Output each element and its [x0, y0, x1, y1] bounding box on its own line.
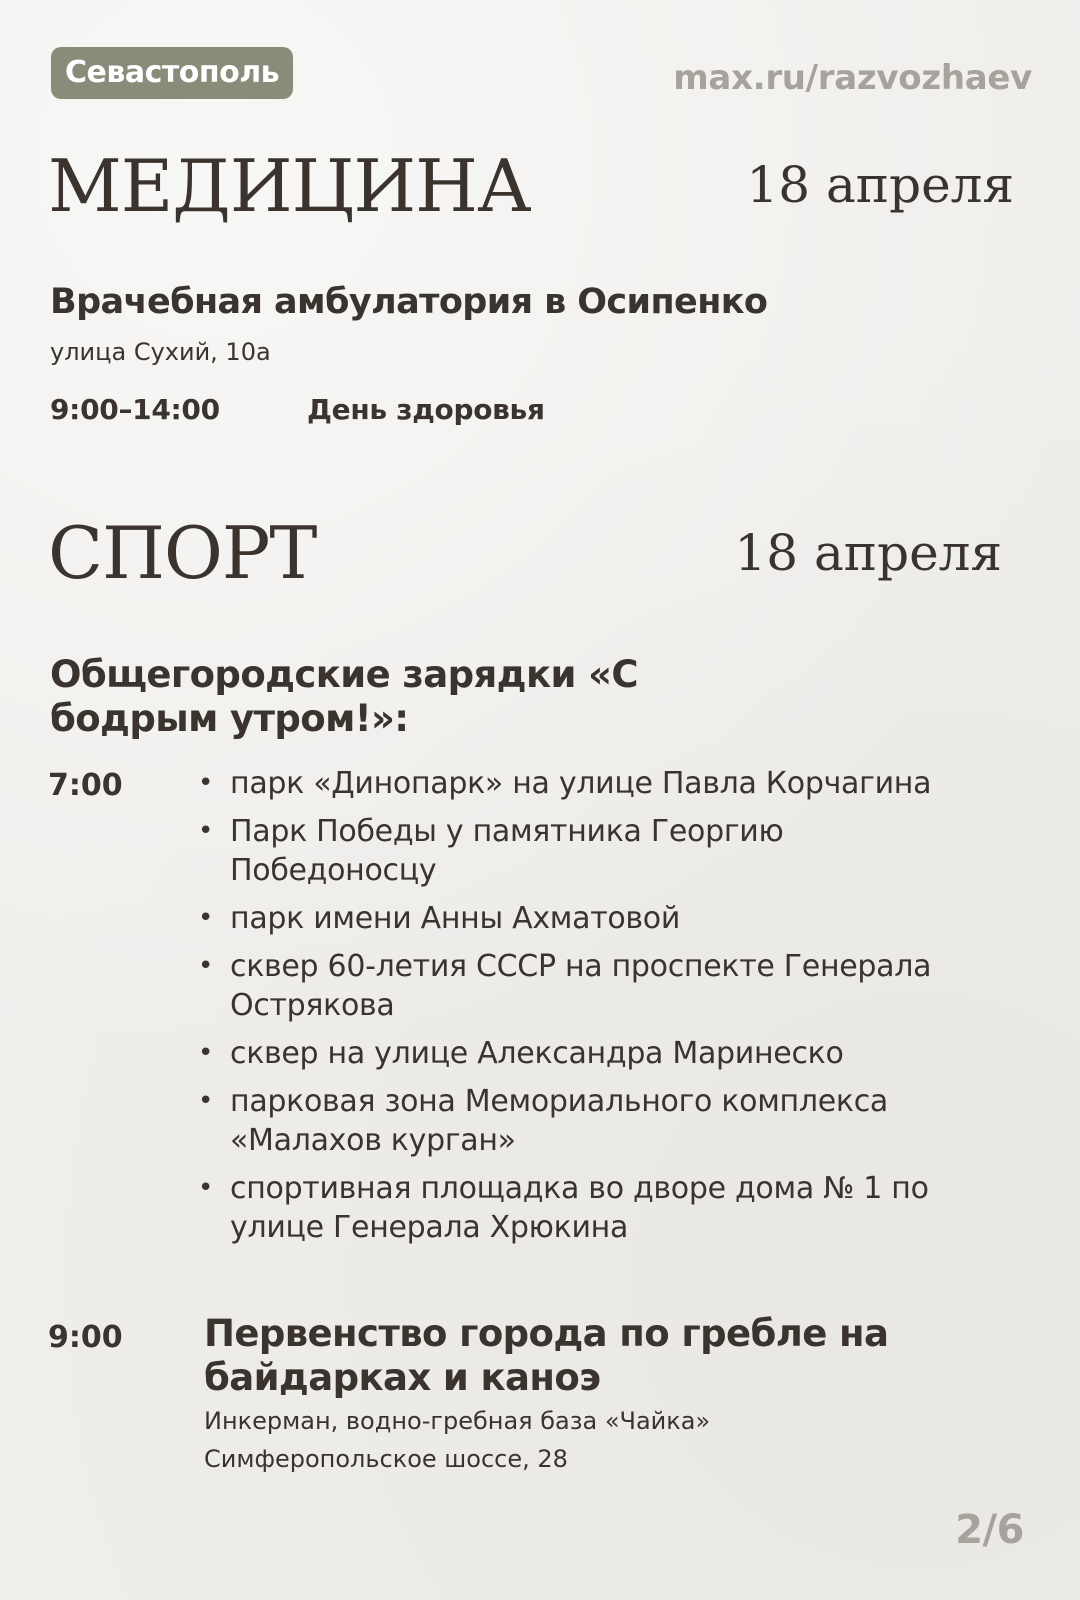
list-item: [196, 1082, 996, 1160]
medicine-event-name: День здоровья: [307, 393, 545, 426]
exercise-event-time: 7:00: [48, 768, 123, 803]
location-text: парковая зона Мемориального комплекса «Малахов курган»: [230, 1084, 888, 1158]
list-item: [196, 1169, 996, 1247]
page-counter: 2/6: [955, 1507, 1024, 1553]
medicine-section-title: МЕДИЦИНА: [48, 144, 531, 228]
channel-link: max.ru/razvozhaev: [673, 58, 1032, 98]
race-event-title: Первенство города по гребле на байдарках и каноэ: [204, 1312, 889, 1399]
medicine-event-time: 9:00–14:00: [50, 393, 220, 426]
city-badge: Севастополь: [51, 47, 293, 99]
bullet-icon: •: [198, 903, 214, 933]
location-text: Парк Победы у памятника Георгию Победоносцу: [230, 814, 784, 888]
list-item: [196, 947, 996, 1025]
list-item: [196, 812, 996, 890]
race-event-time: 9:00: [48, 1320, 123, 1355]
location-text: парк имени Анны Ахматовой: [230, 901, 681, 936]
exercise-event-title: Общегородские зарядки «С бодрым утром!»:: [50, 653, 638, 740]
sport-date: 18 апреля: [734, 524, 1002, 582]
bullet-icon: •: [198, 816, 214, 846]
race-event-address: Симферопольское шоссе, 28: [204, 1445, 568, 1473]
list-item: [196, 1034, 996, 1073]
bullet-icon: •: [198, 1038, 214, 1068]
list-item: [196, 764, 996, 803]
location-text: сквер на улице Александра Маринеско: [230, 1036, 844, 1071]
medicine-date: 18 апреля: [746, 156, 1014, 214]
exercise-locations-list: [196, 764, 996, 1256]
location-text: спортивная площадка во дворе дома № 1 по улице Генерала Хрюкина: [230, 1171, 929, 1245]
location-text: сквер 60-летия СССР на проспекте Генерала Острякова: [230, 949, 932, 1023]
race-event-place: Инкерман, водно-гребная база «Чайка»: [204, 1407, 711, 1435]
medicine-venue-address: улица Сухий, 10а: [50, 338, 271, 366]
bullet-icon: •: [198, 951, 214, 981]
bullet-icon: •: [198, 1086, 214, 1116]
bullet-icon: •: [198, 1173, 214, 1203]
medicine-venue-title: Врачебная амбулатория в Осипенко: [50, 282, 768, 322]
location-text: парк «Динопарк» на улице Павла Корчагина: [230, 766, 932, 801]
list-item: [196, 899, 996, 938]
bullet-icon: •: [198, 768, 214, 798]
sport-section-title: СПОРТ: [48, 511, 317, 595]
